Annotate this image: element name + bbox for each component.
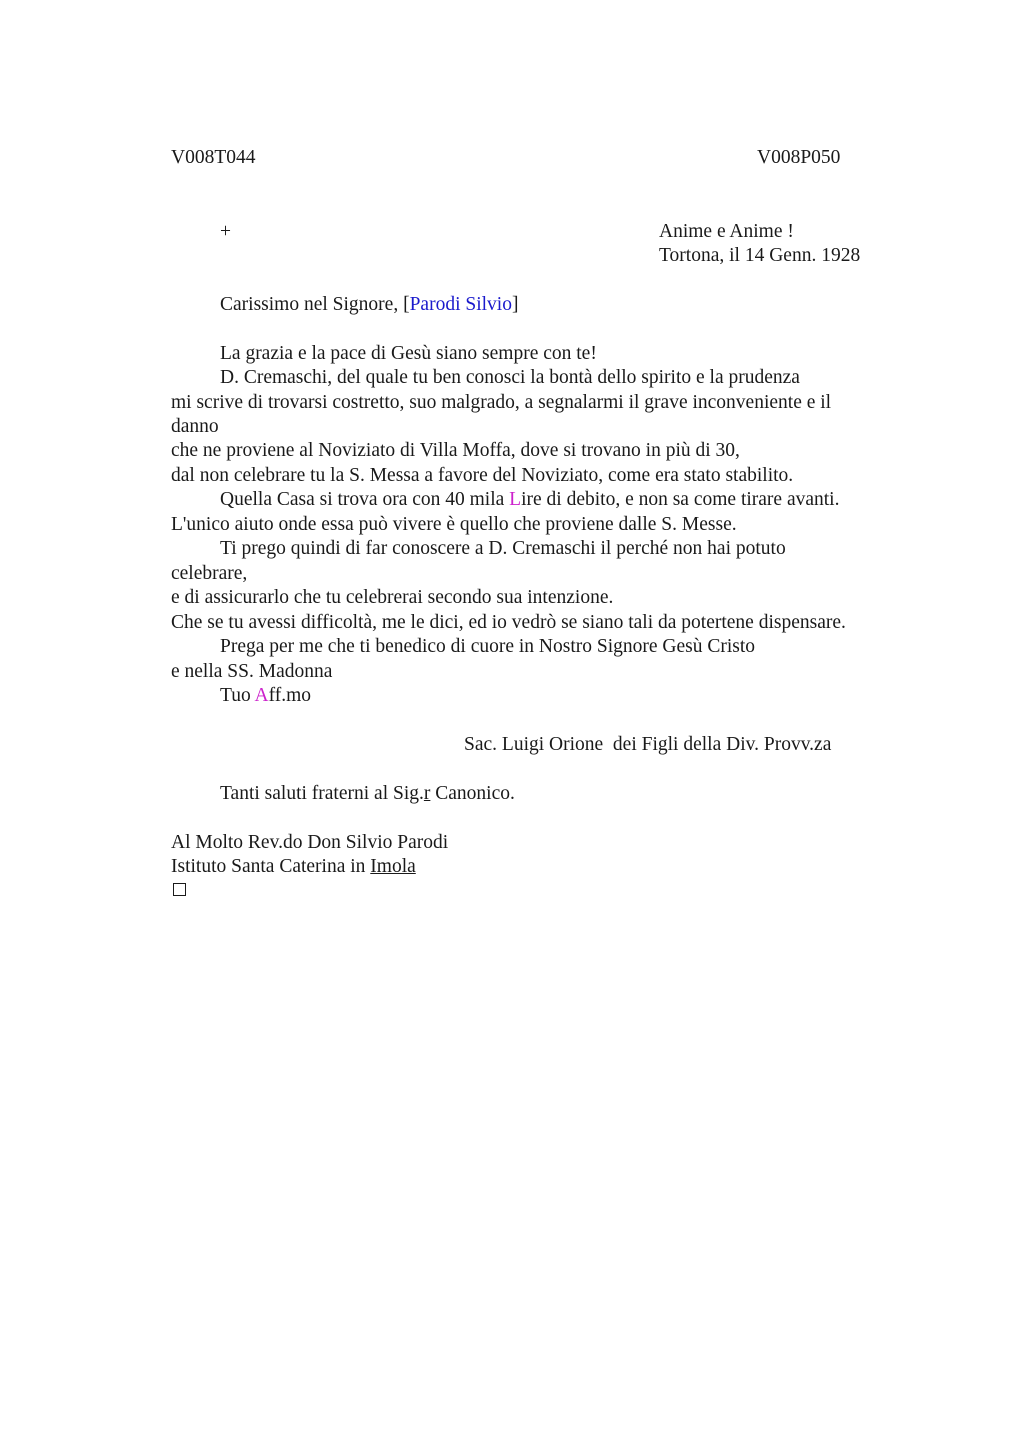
postscript-start: Tanti saluti fraterni al Sig. — [220, 783, 424, 804]
body-line-7-start: Quella Casa si trova ora con 40 mila — [220, 489, 510, 510]
address-line-1: Al Molto Rev.do Don Silvio Parodi — [171, 832, 449, 853]
bracket-open: [ — [403, 294, 410, 315]
bracket-close: ] — [511, 294, 519, 315]
postscript-underlined: r — [423, 783, 431, 804]
cross-mark: + — [220, 221, 231, 242]
body-line-4: danno — [171, 416, 219, 437]
signature: Sac. Luigi Orione dei Figli della Div. Provv.za — [464, 734, 832, 755]
closing-highlighted-letter: A — [254, 685, 269, 706]
salutation — [220, 293, 518, 317]
body-line-6: dal non celebrare tu la S. Messa a favore del Noviziato, come era stato stabilito. — [171, 465, 794, 486]
document-code-left: V008T044 — [171, 147, 256, 168]
body-line-11: e di assicurarlo che tu celebrerai secondo sua intenzione. — [171, 587, 614, 608]
highlighted-letter: L — [509, 489, 522, 510]
motto: Anime e Anime ! — [659, 221, 794, 242]
address-line-2 — [171, 855, 416, 879]
body-line-12: Che se tu avessi difficoltà, me le dici, ed io vedrò se siano tali da potertene dispensare. — [171, 612, 846, 633]
recipient-name: Parodi Silvio — [409, 294, 512, 315]
body-line-10: celebrare, — [171, 563, 248, 584]
body-line-1: La grazia e la pace di Gesù siano sempre con te! — [220, 343, 597, 364]
body-line-7-end: ire di debito, e non sa come tirare avanti. — [521, 489, 840, 510]
empty-box-icon — [173, 883, 186, 896]
body-line-2: D. Cremaschi, del quale tu ben conosci la bontà dello spirito e la prudenza — [220, 367, 800, 388]
closing — [220, 684, 311, 708]
body-line-8: L'unico aiuto onde essa può vivere è quello che proviene dalle S. Messe. — [171, 514, 737, 535]
closing-start: Tuo — [220, 685, 255, 706]
salutation-text: Carissimo nel Signore, — [220, 294, 404, 315]
body-line-7 — [220, 488, 839, 512]
address-line-2-start: Istituto Santa Caterina in — [171, 856, 371, 877]
address-city: Imola — [370, 856, 416, 877]
body-line-3: mi scrive di trovarsi costretto, suo malgrado, a segnalarmi il grave inconveniente e il — [171, 392, 832, 413]
document-code-right: V008P050 — [757, 147, 841, 168]
postscript — [220, 782, 515, 806]
closing-end: ff.mo — [268, 685, 312, 706]
body-line-14: e nella SS. Madonna — [171, 661, 333, 682]
body-line-5: che ne proviene al Noviziato di Villa Moffa, dove si trovano in più di 30, — [171, 440, 740, 461]
place-date: Tortona, il 14 Genn. 1928 — [659, 245, 861, 266]
body-line-9: Ti prego quindi di far conoscere a D. Cremaschi il perché non hai potuto — [220, 538, 786, 559]
body-line-13: Prega per me che ti benedico di cuore in Nostro Signore Gesù Cristo — [220, 636, 756, 657]
postscript-end: Canonico. — [430, 783, 515, 804]
